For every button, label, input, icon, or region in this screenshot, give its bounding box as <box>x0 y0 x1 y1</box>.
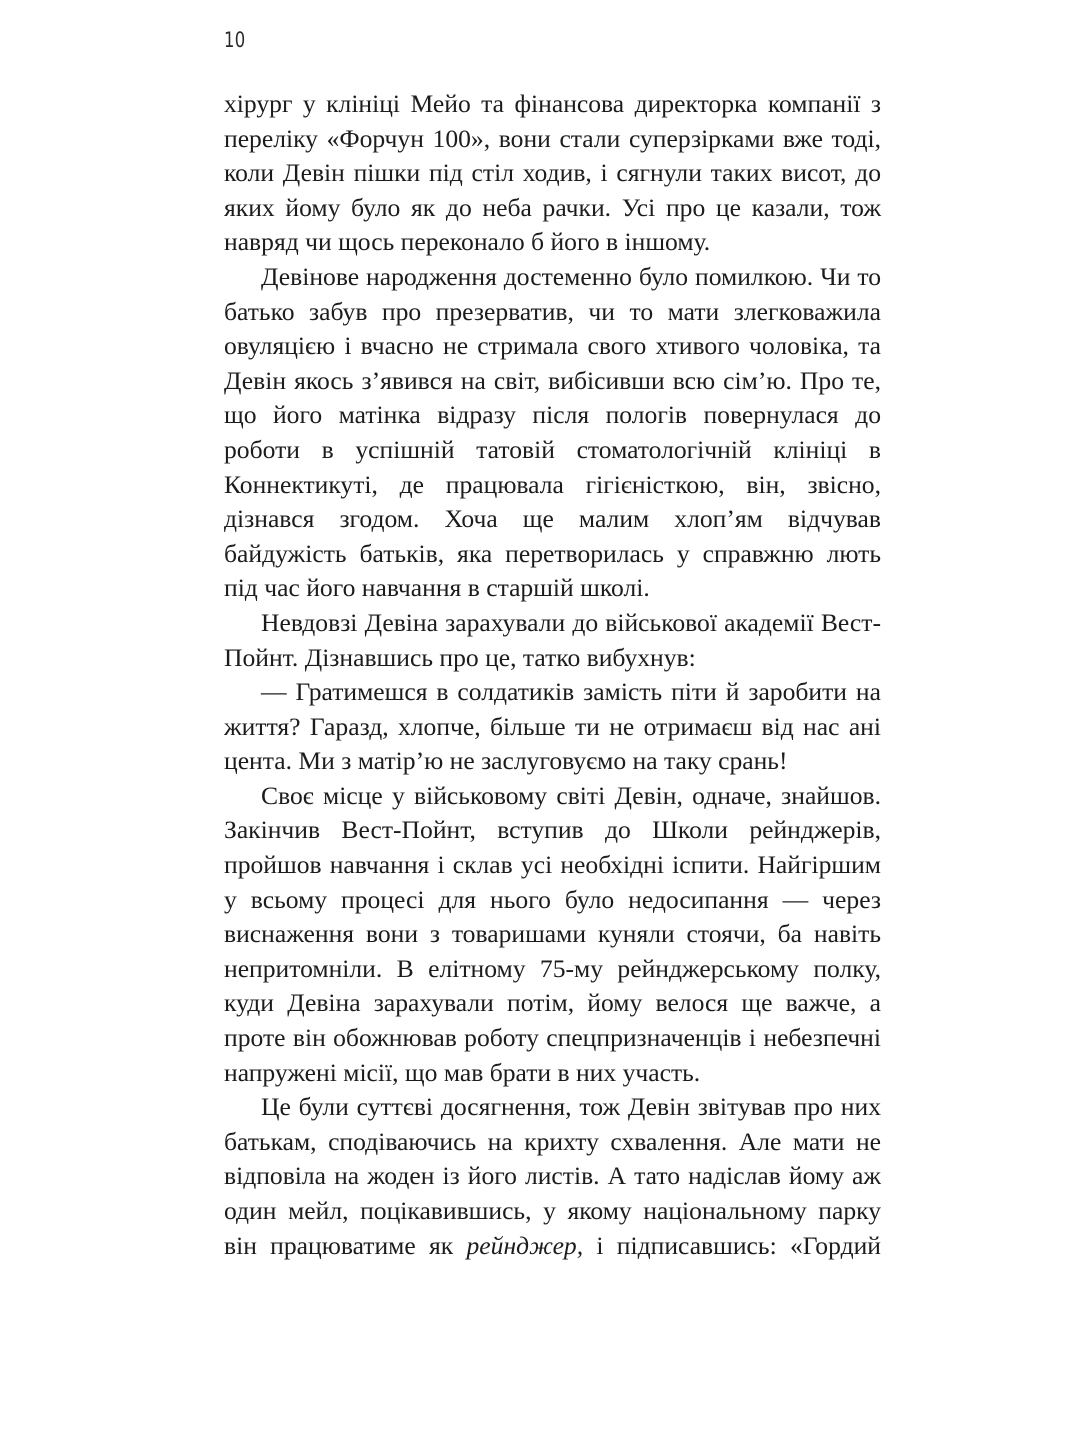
paragraph-2 <box>224 260 881 606</box>
paragraph-3 <box>224 606 881 675</box>
body-text <box>224 87 881 1263</box>
paragraph-1 <box>224 87 881 260</box>
paragraph-5 <box>224 779 881 1090</box>
page-number: 10 <box>224 28 246 52</box>
paragraph-4-dialogue <box>224 675 881 779</box>
paragraph-5-text: Своє місце у військовому світі Девін, одначе, знайшов. Закінчив Вест-Пойнт, вступив до Школи рейнджерів, пройшов навчання і склав усі необхідні іспити. Найгіршим у всьому процесі для нього було недосипання — через виснаження вони з товаришами куняли стоячи, ба навіть непритомніли. В елітному 75-му рейнджерському полку, куди Девіна зарахували потім, йому велося ще важче, а проте він обожнював роботу спецпризначенців і небезпечні напружені місії, що мав брати в них участь. <box>224 780 881 1087</box>
paragraph-1-text: хірург у клініці Мейо та фінансова директорка компанії з переліку «Форчун 100», вони стали суперзірками вже тоді, коли Девін пішки під стіл ходив, і сягнули таких висот, до яких йому було як до неба рачки. Усі про це казали, тож навряд чи щось переконало б його в іншому. <box>224 89 881 257</box>
paragraph-2-text: Девінове народження достеменно було помилкою. Чи то батько забув про презерватив, чи то мати злегковажила овуляцією і вчасно не стримала свого хтивого чоловіка, та Девін якось з’явився на світ, вибісивши всю сім’ю. Про те, що його матінка відразу після пологів повернулася до роботи в успішній татовій стоматологічній клініці в Коннектикуті, де працювала гігієністкою, він, звісно, дізнався згодом. Хоча ще малим хлоп’ям відчував байдужість батьків, яка перетворилась у справжню лють під час його навчання в старшій школі. <box>224 261 881 603</box>
paragraph-6-text-end: і підписавшись: «Гордий <box>583 1230 881 1260</box>
paragraph-4-text: — Гратимешся в солдатиків замість піти й заробити на життя? Гаразд, хлопче, більше ти не отримаєш від нас ані цента. Ми з матір’ю не заслуговуємо на таку срань! <box>224 677 881 776</box>
paragraph-6 <box>224 1090 881 1263</box>
paragraph-3-text: Невдовзі Девіна зарахували до військової академії Вест-Пойнт. Дізнавшись про це, татко вибухнув: <box>224 607 881 672</box>
paragraph-6-italic-word: рейнджер, <box>466 1230 584 1260</box>
paragraph-6-text: Це були суттєві досягнення, тож Девін звітував про них батькам, сподіваючись на крихту схвалення. Але мати не відповіла на жоден із його листів. А тато надіслав йому аж один мейл, поцікавившись, у якому національному парку він працюватиме як <box>224 1092 881 1260</box>
